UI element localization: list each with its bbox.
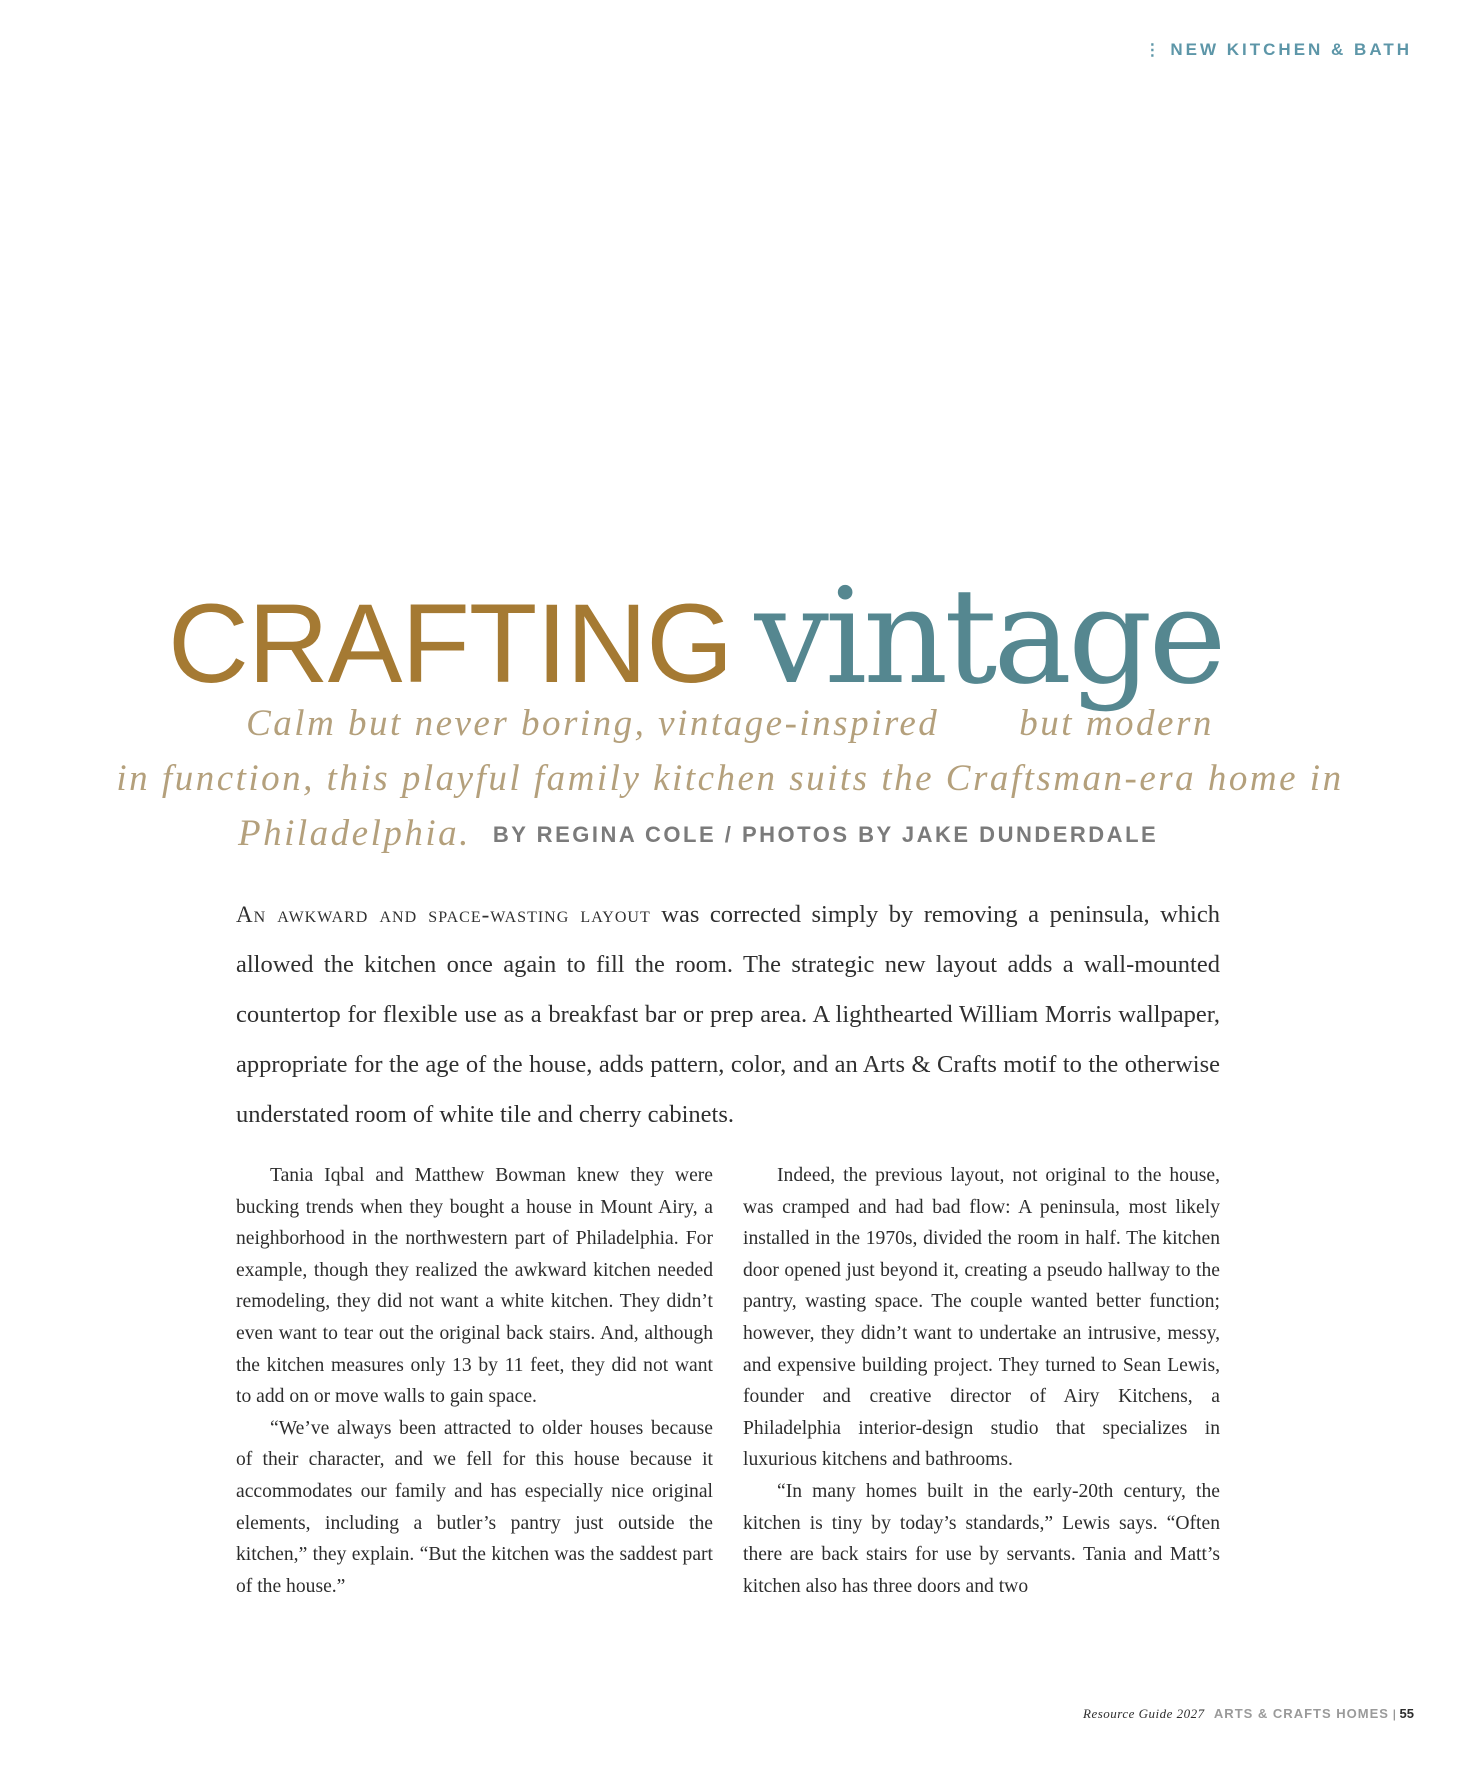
deck-line-1b: but modern xyxy=(1019,703,1214,744)
intro-body: was corrected simply by removing a peninsula, which allowed the kitchen once again to fill the room. The strategic new layout adds a wall-mounted countertop for flexible use as a breakfast bar or prep area. A lighthearted William Morris wallpaper, appropriate for the age of the house, adds pattern, color, and an Arts & Crafts motif to the otherwise understated room of white tile and cherry cabinets. xyxy=(236,901,1220,1128)
section-label: NEW KITCHEN & BATH xyxy=(1170,40,1412,59)
body-paragraph: Indeed, the previous layout, not original to the house, was cramped and had bad flow: A peninsula, most likely installed in the 1970s, divided the room in half. The kitchen door opened just beyond it, creating a pseudo hallway to the pantry, wasting space. The couple wanted better function; however, they didn’t want to undertake an intrusive, messy, and expensive building project. They turned to Sean Lewis, founder and creative director of Airy Kitchens, a Philadelphia interior-design studio that specializes in luxurious kitchens and bathrooms. xyxy=(743,1165,1220,1471)
footer-guide: Resource Guide 2027 xyxy=(1083,1706,1205,1721)
deck-line-3-text: Philadelphia. xyxy=(238,813,471,854)
title-vintage: vintage xyxy=(754,560,1223,714)
footer-magazine: ARTS & CRAFTS HOMES xyxy=(1213,1706,1389,1721)
article-title xyxy=(168,560,1223,720)
deck-line-3 xyxy=(238,812,1158,855)
section-dots-icon: ⋮ xyxy=(1144,42,1161,59)
intro-lead: An awkward and space-wasting layout xyxy=(236,902,651,927)
deck-line-1a: Calm but never boring, vintage-inspired xyxy=(246,703,940,744)
body-paragraph: “We’ve always been attracted to older houses because of their character, and we fell for this house because it accommodates our family and has especially nice original elements, including a butler’s pantry just outside the kitchen,” they explain. “But the kitchen was the saddest part of the house.” xyxy=(236,1417,713,1597)
title-crafting: CRAFTING xyxy=(168,581,733,706)
body-paragraph: “In many homes built in the early-20th century, the kitchen is tiny by today’s standards,” Lewis says. “Often there are back stairs for use by servants. Tania and Matt’s kitchen also has three doors and two xyxy=(743,1480,1220,1597)
deck-line-2: in function, this playful family kitchen suits the Craftsman-era home in xyxy=(116,758,1344,799)
footer-separator: | xyxy=(1392,1706,1396,1721)
page-footer xyxy=(1083,1706,1414,1722)
body-paragraph: Tania Iqbal and Matthew Bowman knew they were bucking trends when they bought a house in Mount Airy, a neighborhood in the northwestern part of Philadelphia. For example, though they realized the awkward kitchen needed remodeling, they did not want a white kitchen. They didn’t even want to tear out the original back stairs. And, although the kitchen measures only 13 by 11 feet, they did not want to add on or move walls to gain space. xyxy=(236,1165,713,1408)
body-column-left xyxy=(236,1160,713,1602)
deck-line-1 xyxy=(110,702,1350,745)
section-tag xyxy=(1144,40,1412,60)
body-column-right xyxy=(743,1160,1220,1602)
page-number: 55 xyxy=(1399,1706,1414,1721)
intro-paragraph xyxy=(236,890,1220,1140)
byline: BY REGINA COLE / PHOTOS BY JAKE DUNDERDALE xyxy=(492,822,1159,847)
